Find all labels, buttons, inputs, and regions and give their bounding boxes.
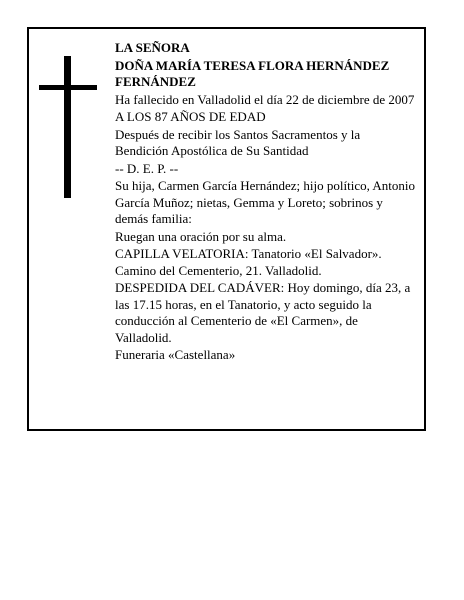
cross-vertical-bar xyxy=(64,56,71,198)
death-statement: Ha fallecido en Valladolid el día 22 de diciembre de 2007 xyxy=(115,91,415,107)
farewell-info: DESPEDIDA DEL CADÁVER: Hoy domingo, día 23, a las 17.15 horas, en el Tanatorio, y acto seguido la conducción al Cementerio de «El Carmen», de Valladolid. xyxy=(115,280,411,345)
prayer-request: Ruegan una oración por su alma. xyxy=(115,228,287,244)
deceased-name: DOÑA MARÍA TERESA FLORA HERNÁNDEZ FERNÁNDEZ xyxy=(115,57,390,89)
chapel-info: CAPILLA VELATORIA: Tanatorio «El Salvador». Camino del Cementerio, 21. Valladolid. xyxy=(115,246,382,278)
notice-text xyxy=(115,40,415,365)
sacraments-statement: Después de recibir los Santos Sacramentos y la Bendición Apostólica de Su Santidad xyxy=(115,126,361,158)
family-list: Su hija, Carmen García Hernández; hijo político, Antonio García Muñoz; nietas, Gemma y Loreto; sobrinos y demás familia: xyxy=(115,178,416,226)
cross-icon xyxy=(39,56,97,198)
notice-title: LA SEÑORA xyxy=(115,40,190,55)
age-statement: A LOS 87 AÑOS DE EDAD xyxy=(115,109,266,124)
obituary-notice xyxy=(27,27,426,431)
rip-line: -- D. E. P. -- xyxy=(115,160,179,176)
cross-horizontal-bar xyxy=(39,85,97,90)
funeral-home: Funeraria «Castellana» xyxy=(115,347,236,362)
